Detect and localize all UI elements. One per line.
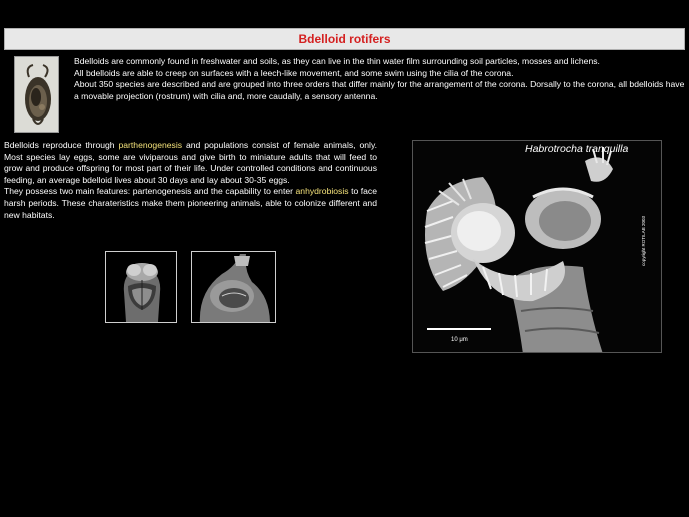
title-bar [4, 28, 685, 50]
intro-line-2: All bdelloids are able to creep on surfaces with a leech-like movement, and some swim using the cilia of the corona. [74, 67, 514, 78]
page-title: Bdelloid rotifers [298, 32, 391, 46]
sem-side-view-image [191, 251, 276, 323]
reproduction-paragraph-1: Bdelloids reproduce through parthenogenesis and populations consist of female animals, only. Most species lay eggs, some are viviparous and give birth to miniature adults that will feed to grow and produce offspring for most part of their life. Under controlled conditions and continuous feeding, an average bdelloid lives about 30 days and lay about 30-35 eggs. [4, 140, 377, 185]
rotifer-thumbnail-image [15, 57, 59, 133]
copyright-notice: copyright ROTILAB 2003 [641, 215, 646, 266]
habrotrocha-sem-graphic [413, 141, 662, 353]
sem-head-front-image [105, 251, 177, 323]
intro-line-3: About 350 species are described and are grouped into three orders that differ mainly for the arrangement of the corona. Dorsally to the corona, all bdelloids have a movable projection (rostrum) with cilia and, more caudally, a sensory antenna. [74, 79, 685, 101]
intro-line-1: Bdelloids are commonly found in freshwater and soils, as they can live in the thin water film surrounding soil particles, mosses and lichens. [74, 56, 600, 66]
reproduction-text [4, 140, 377, 221]
habrotrocha-sem-figure [412, 140, 662, 353]
figure-caption: Habrotrocha tranquilla [525, 143, 629, 155]
anhydrobiosis-link[interactable]: anhydrobiosis [295, 186, 349, 197]
intro-text [74, 56, 686, 102]
parthenogenesis-link[interactable]: parthenogenesis [118, 140, 183, 150]
sem-head-front-graphic [106, 252, 177, 323]
reproduction-paragraph-2: They possess two main features: partenogenesis and the capability to enter anhydrobiosis to face harsh periods. These charateristics make them pioneering animals, able to colonize different and new habitats. [4, 186, 378, 220]
scale-bar-label: 10 μm [451, 337, 468, 343]
rotifer-photo-thumbnail [14, 56, 59, 133]
sem-side-view-graphic [192, 252, 276, 323]
